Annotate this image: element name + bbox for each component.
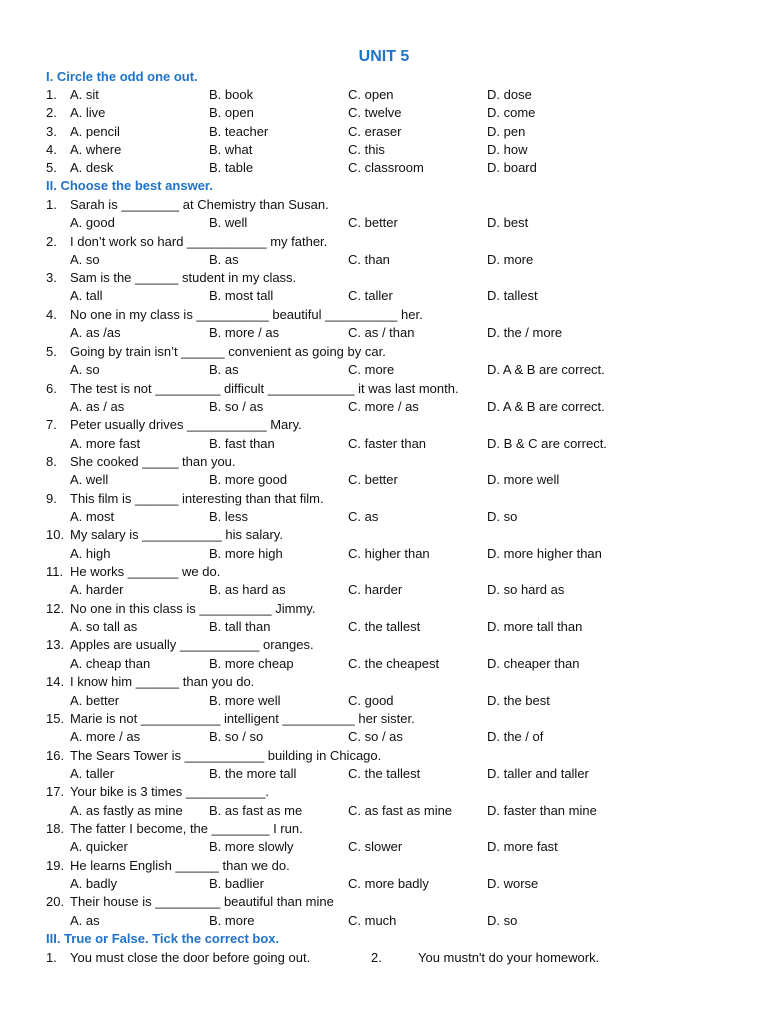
question-number: 12.	[46, 601, 65, 616]
question-number: 19.	[46, 858, 65, 873]
statement-2-text: You mustn't do your homework.	[418, 950, 600, 965]
option-d: D. so	[487, 509, 518, 524]
option-d: D. worse	[487, 876, 539, 891]
section1-heading: I. Circle the odd one out.	[46, 69, 198, 84]
question-number: 18.	[46, 821, 65, 836]
option-a: A. pencil	[70, 124, 120, 139]
option-d: D. so hard as	[487, 582, 565, 597]
option-b: B. more good	[209, 472, 288, 487]
option-b: B. teacher	[209, 124, 269, 139]
option-d: D. B & C are correct.	[487, 436, 607, 451]
option-b: B. as hard as	[209, 582, 286, 597]
question-number: 16.	[46, 748, 65, 763]
option-a: A. well	[70, 472, 109, 487]
question-number: 7.	[46, 417, 57, 432]
item-number: 5.	[46, 160, 57, 175]
option-c: C. more badly	[348, 876, 429, 891]
option-d: D. taller and taller	[487, 766, 589, 781]
option-d: D. A & B are correct.	[487, 362, 605, 377]
option-a: A. as / as	[70, 399, 125, 414]
option-a: A. so	[70, 252, 100, 267]
option-b: B. more / as	[209, 325, 280, 340]
option-d: D. the / more	[487, 325, 563, 340]
option-d: D. dose	[487, 87, 532, 102]
question-number: 2.	[46, 234, 57, 249]
item-number: 3.	[46, 124, 57, 139]
question-text: No one in my class is __________ beautiful __________ her.	[70, 307, 423, 322]
option-c: C. more	[348, 362, 395, 377]
option-c: C. as	[348, 509, 379, 524]
question-text: Sam is the ______ student in my class.	[70, 270, 297, 285]
option-c: C. harder	[348, 582, 403, 597]
statement-1-number: 1.	[46, 950, 57, 965]
option-b: B. fast than	[209, 436, 275, 451]
item-number: 2.	[46, 105, 57, 120]
option-b: B. badlier	[209, 876, 264, 891]
option-c: C. as / than	[348, 325, 415, 340]
question-text: He works _______ we do.	[70, 564, 221, 579]
question-number: 6.	[46, 381, 57, 396]
question-number: 9.	[46, 491, 57, 506]
option-b: B. table	[209, 160, 254, 175]
question-text: My salary is ___________ his salary.	[70, 527, 283, 542]
question-number: 4.	[46, 307, 57, 322]
question-number: 14.	[46, 674, 65, 689]
question-number: 1.	[46, 197, 57, 212]
item-number: 1.	[46, 87, 57, 102]
option-a: A. more fast	[70, 436, 141, 451]
option-a: A. most	[70, 509, 115, 524]
option-b: B. as	[209, 362, 239, 377]
option-c: C. as fast as mine	[348, 803, 453, 818]
page-title: UNIT 5	[358, 48, 410, 65]
option-b: B. the more tall	[209, 766, 297, 781]
option-a: A. badly	[70, 876, 117, 891]
option-c: C. better	[348, 472, 398, 487]
option-a: A. cheap than	[70, 656, 151, 671]
option-b: B. most tall	[209, 288, 274, 303]
question-text: He learns English ______ than we do.	[70, 858, 290, 873]
option-d: D. more	[487, 252, 534, 267]
option-d: D. the best	[487, 693, 550, 708]
option-c: C. the cheapest	[348, 656, 440, 671]
option-c: C. eraser	[348, 124, 402, 139]
question-text: Marie is not ___________ intelligent __________ her sister.	[70, 711, 415, 726]
option-b: B. so / so	[209, 729, 264, 744]
option-a: A. live	[70, 105, 106, 120]
option-a: A. taller	[70, 766, 115, 781]
option-c: C. the tallest	[348, 619, 421, 634]
option-c: C. much	[348, 913, 397, 928]
option-a: A. better	[70, 693, 120, 708]
option-a: A. as	[70, 913, 100, 928]
option-c: C. than	[348, 252, 390, 267]
option-c: C. higher than	[348, 546, 430, 561]
question-number: 20.	[46, 894, 65, 909]
question-text: Peter usually drives ___________ Mary.	[70, 417, 302, 432]
option-d: D. A & B are correct.	[487, 399, 605, 414]
option-d: D. more fast	[487, 839, 558, 854]
option-c: C. the tallest	[348, 766, 421, 781]
option-c: C. this	[348, 142, 385, 157]
option-a: A. where	[70, 142, 122, 157]
option-a: A. so tall as	[70, 619, 138, 634]
option-b: B. more slowly	[209, 839, 294, 854]
option-c: C. slower	[348, 839, 403, 854]
option-b: B. less	[209, 509, 249, 524]
option-d: D. tallest	[487, 288, 538, 303]
section2-heading: II. Choose the best answer.	[46, 178, 213, 193]
option-c: C. better	[348, 215, 398, 230]
option-c: C. so / as	[348, 729, 403, 744]
option-a: A. as fastly as mine	[70, 803, 183, 818]
question-text: I don’t work so hard ___________ my father.	[70, 234, 328, 249]
option-b: B. so / as	[209, 399, 264, 414]
question-text: Your bike is 3 times ___________.	[70, 784, 269, 799]
question-number: 5.	[46, 344, 57, 359]
option-c: C. twelve	[348, 105, 402, 120]
question-text: Apples are usually ___________ oranges.	[70, 637, 314, 652]
option-b: B. as fast as me	[209, 803, 303, 818]
option-d: D. more higher than	[487, 546, 602, 561]
option-a: A. so	[70, 362, 100, 377]
question-number: 15.	[46, 711, 65, 726]
option-b: B. more well	[209, 693, 281, 708]
question-number: 3.	[46, 270, 57, 285]
option-b: B. well	[209, 215, 248, 230]
option-d: D. the / of	[487, 729, 544, 744]
option-b: B. more cheap	[209, 656, 294, 671]
question-text: She cooked _____ than you.	[70, 454, 236, 469]
option-a: A. tall	[70, 288, 103, 303]
option-a: A. high	[70, 546, 111, 561]
option-d: D. pen	[487, 124, 526, 139]
option-c: C. taller	[348, 288, 393, 303]
question-text: Their house is _________ beautiful than mine	[70, 894, 334, 909]
option-d: D. so	[487, 913, 518, 928]
option-a: A. good	[70, 215, 115, 230]
statement-1-text: You must close the door before going out.	[70, 950, 311, 965]
option-d: D. cheaper than	[487, 656, 580, 671]
option-d: D. best	[487, 215, 529, 230]
question-number: 8.	[46, 454, 57, 469]
option-b: B. as	[209, 252, 239, 267]
option-c: C. good	[348, 693, 394, 708]
option-c: C. faster than	[348, 436, 427, 451]
option-d: D. come	[487, 105, 536, 120]
option-d: D. more well	[487, 472, 560, 487]
option-d: D. more tall than	[487, 619, 583, 634]
option-b: B. book	[209, 87, 254, 102]
question-number: 13.	[46, 637, 65, 652]
question-number: 11.	[46, 564, 64, 579]
question-text: This film is ______ interesting than that film.	[70, 491, 324, 506]
item-number: 4.	[46, 142, 57, 157]
question-text: The fatter I become, the ________ I run.	[70, 821, 303, 836]
option-a: A. more / as	[70, 729, 141, 744]
option-d: D. how	[487, 142, 528, 157]
option-a: A. sit	[70, 87, 99, 102]
question-text: The test is not _________ difficult ____________ it was last month.	[70, 381, 459, 396]
question-text: I know him ______ than you do.	[70, 674, 255, 689]
option-d: D. faster than mine	[487, 803, 597, 818]
option-b: B. open	[209, 105, 254, 120]
section3-heading: III. True or False. Tick the correct box.	[46, 931, 280, 946]
option-a: A. quicker	[70, 839, 128, 854]
question-text: Sarah is ________ at Chemistry than Susan.	[70, 197, 329, 212]
option-b: B. tall than	[209, 619, 271, 634]
statement-2-number: 2.	[371, 950, 382, 965]
question-number: 17.	[46, 784, 65, 799]
question-number: 10.	[46, 527, 65, 542]
option-c: C. classroom	[348, 160, 424, 175]
option-a: A. as /as	[70, 325, 121, 340]
option-c: C. open	[348, 87, 394, 102]
option-a: A. desk	[70, 160, 114, 175]
question-text: The Sears Tower is ___________ building in Chicago.	[70, 748, 382, 763]
option-b: B. more high	[209, 546, 283, 561]
option-a: A. harder	[70, 582, 124, 597]
option-c: C. more / as	[348, 399, 419, 414]
question-text: Going by train isn’t ______ convenient as going by car.	[70, 344, 386, 359]
option-b: B. more	[209, 913, 255, 928]
option-d: D. board	[487, 160, 537, 175]
option-b: B. what	[209, 142, 253, 157]
question-text: No one in this class is __________ Jimmy.	[70, 601, 316, 616]
